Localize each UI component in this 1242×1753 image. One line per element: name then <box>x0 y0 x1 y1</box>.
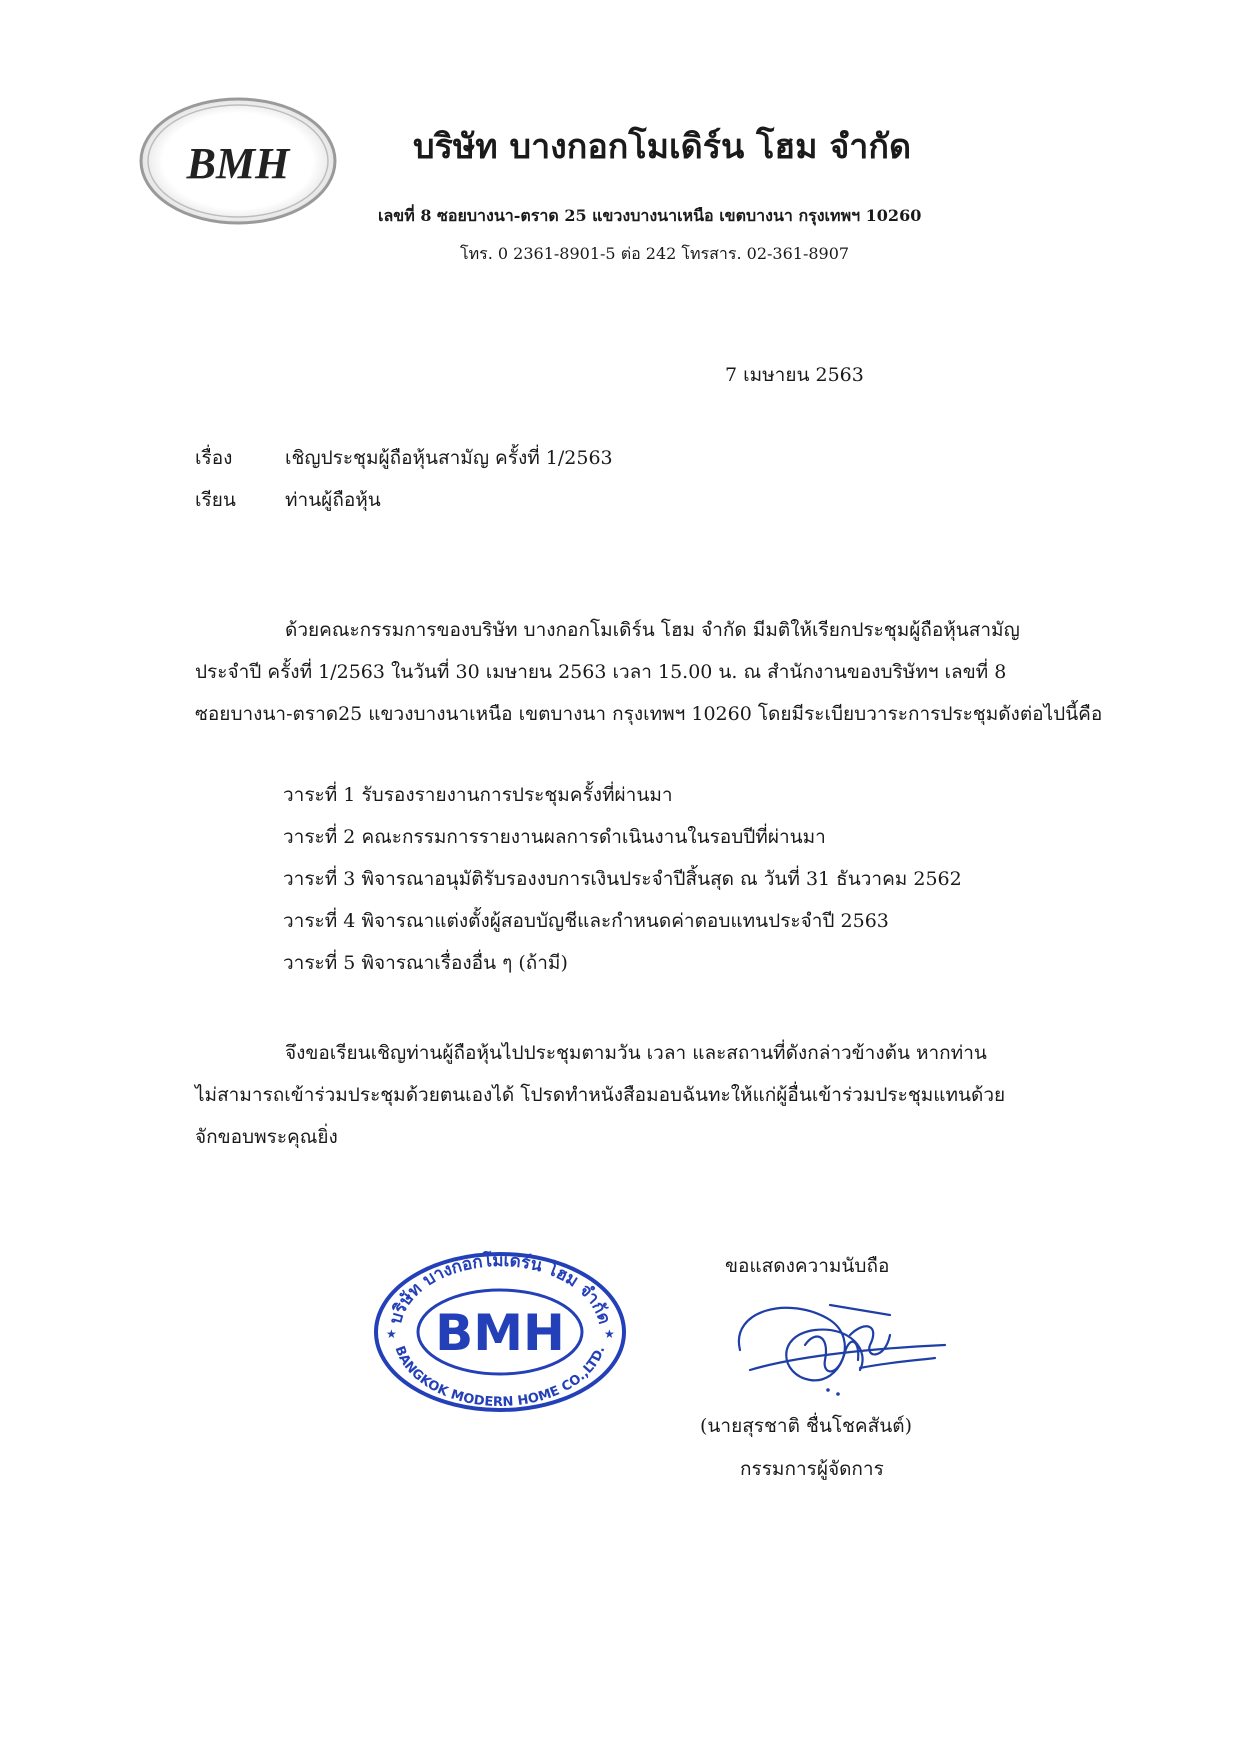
company-stamp <box>370 1250 630 1415</box>
agenda-item: วาระที่ 4 พิจารณาแต่งตั้งผู้สอบบัญชีและกำหนดค่าตอบแทนประจำปี 2563 <box>283 910 889 932</box>
paragraph-1-line: ด้วยคณะกรรมการของบริษัท บางกอกโมเดิร์น โฮม จำกัด มีมติให้เรียกประชุมผู้ถือหุ้นสามัญ <box>285 619 1020 641</box>
company-name: บริษัท บางกอกโมเดิร์น โฮม จำกัด <box>413 127 912 167</box>
paragraph-1-line: ซอยบางนา-ตราด25 แขวงบางนาเหนือ เขตบางนา กรุงเทพฯ 10260 โดยมีระเบียบวาระการประชุมดังต่อไปนี้คือ <box>195 703 1103 725</box>
agenda-item: วาระที่ 5 พิจารณาเรื่องอื่น ๆ (ถ้ามี) <box>283 952 568 974</box>
agenda-item: วาระที่ 3 พิจารณาอนุมัติรับรองงบการเงินประจำปีสิ้นสุด ณ วันที่ 31 ธันวาคม 2562 <box>283 868 962 890</box>
recipient-text: ท่านผู้ถือหุ้น <box>285 489 381 511</box>
paragraph-2-line: จักขอบพระคุณยิ่ง <box>195 1126 338 1148</box>
closing-phrase: ขอแสดงความนับถือ <box>725 1255 890 1277</box>
recipient-label: เรียน <box>195 489 236 511</box>
signer-title: กรรมการผู้จัดการ <box>740 1458 884 1480</box>
stamp-center-text: BMH <box>435 1304 565 1362</box>
company-phone: โทร. 0 2361-8901-5 ต่อ 242 โทรสาร. 02-361-8907 <box>460 244 850 263</box>
paragraph-1-line: ประจำปี ครั้งที่ 1/2563 ในวันที่ 30 เมษายน 2563 เวลา 15.00 น. ณ สำนักงานของบริษัทฯ เลขที่ 8 <box>195 661 1007 683</box>
stamp-star-icon: ★ <box>604 1327 615 1341</box>
signer-name: (นายสุรชาติ ชื่นโชคสันต์) <box>700 1415 912 1437</box>
letter-date: 7 เมษายน 2563 <box>725 364 864 386</box>
paragraph-2-line: จึงขอเรียนเชิญท่านผู้ถือหุ้นไปประชุมตามวัน เวลา และสถานที่ดังกล่าวข้างต้น หากท่าน <box>285 1042 987 1064</box>
subject-label: เรื่อง <box>195 447 233 469</box>
stamp-star-icon: ★ <box>386 1327 397 1341</box>
paragraph-2-line: ไม่สามารถเข้าร่วมประชุมด้วยตนเองได้ โปรดทำหนังสือมอบฉันทะให้แก่ผู้อื่นเข้าร่วมประชุมแทนด้วย <box>195 1084 1006 1106</box>
agenda-item: วาระที่ 1 รับรองรายงานการประชุมครั้งที่ผ่านมา <box>283 784 673 806</box>
company-address: เลขที่ 8 ซอยบางนา-ตราด 25 แขวงบางนาเหนือ เขตบางนา กรุงเทพฯ 10260 <box>378 206 922 225</box>
stamp-top-text: บริษัท บางกอกโมเดิร์น โฮม จำกัด <box>385 1250 615 1327</box>
company-logo <box>138 96 338 226</box>
subject-text: เชิญประชุมผู้ถือหุ้นสามัญ ครั้งที่ 1/2563 <box>285 447 613 469</box>
stamp-bottom-text: BANGKOK MODERN HOME CO.,LTD. <box>391 1344 609 1411</box>
agenda-item: วาระที่ 2 คณะกรรมการรายงานผลการดำเนินงานในรอบปีที่ผ่านมา <box>283 826 826 848</box>
signature <box>720 1290 950 1410</box>
logo-text: BMH <box>186 139 290 188</box>
